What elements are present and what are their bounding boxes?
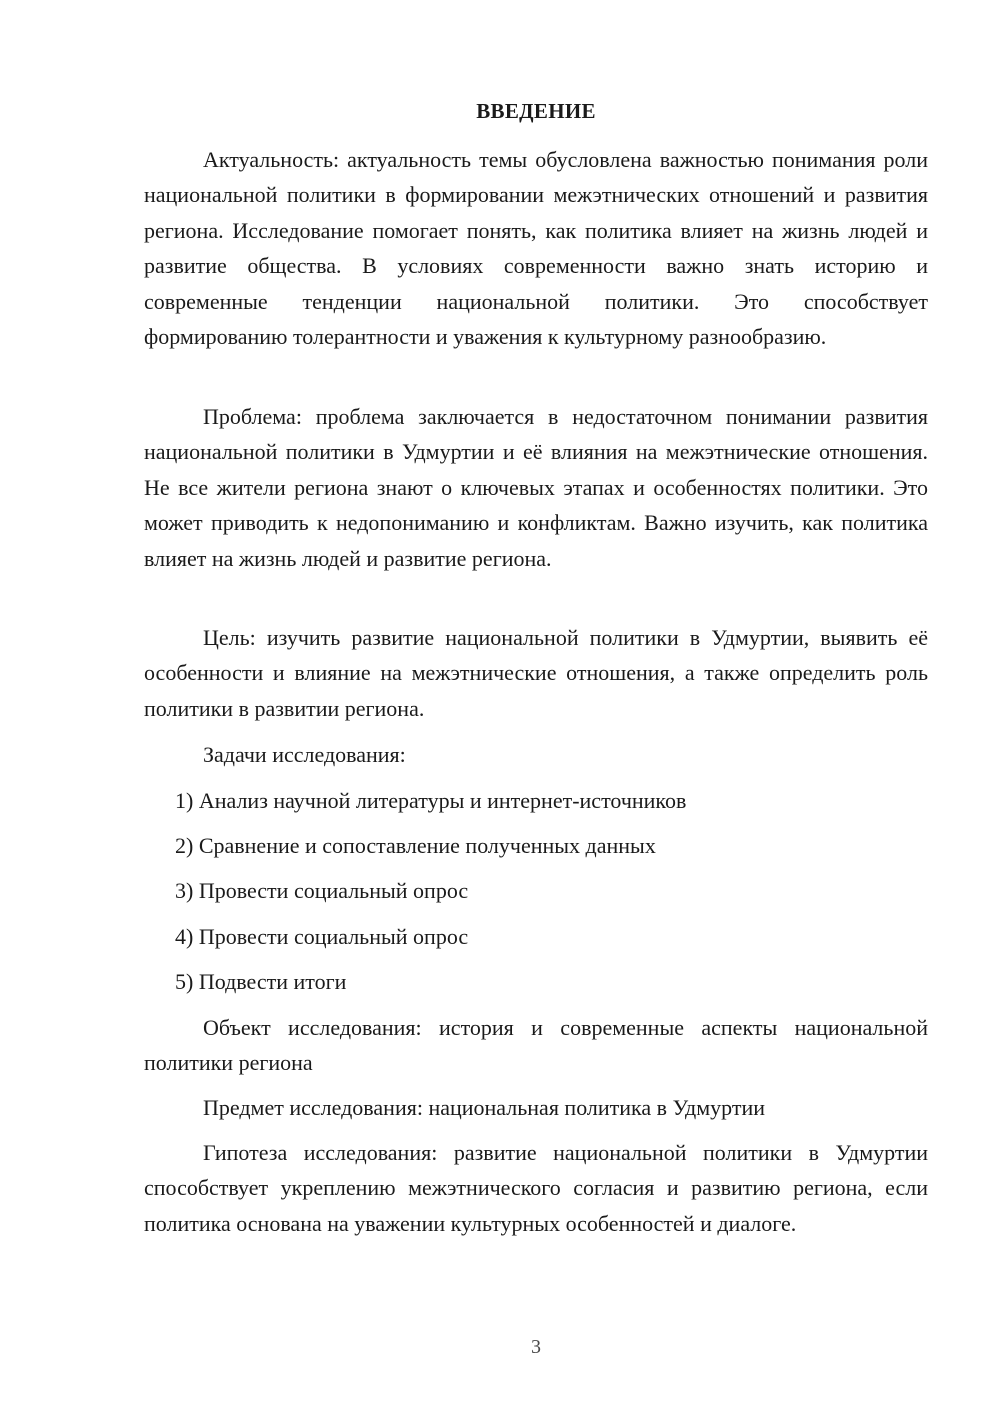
page-number: 3 (531, 1336, 541, 1358)
relevance-paragraph: Актуальность: актуальность темы обусловлена важностью понимания роли национальной политики в формировании межэтнических отношений и развития региона. Исследование помогает понять, как политика влияет на жизнь людей и развитие общества. В условиях современности важно знать историю и современные тенденции национальной политики. Это способствует формированию толерантности и уважения к культурному разнообразию. (144, 147, 928, 350)
goal-paragraph: Цель: изучить развитие национальной политики в Удмуртии, выявить её особенности и влияние на межэтнические отношения, а также определить роль политики в развитии региона. (144, 625, 928, 721)
task-item: 3) Провести социальный опрос (175, 878, 469, 903)
task-item: 1) Анализ научной литературы и интернет-источников (175, 788, 687, 813)
problem-paragraph: Проблема: проблема заключается в недостаточном понимании развития национальной политики в Удмуртии и её влияния на межэтнические отношения. Не все жители региона знают о ключевых этапах и особенностях политики. Это может приводить к недопониманию и конфликтам. Важно изучить, как политика влияет на жизнь людей и развитие региона. (144, 404, 928, 571)
task-item: 4) Провести социальный опрос (175, 924, 469, 949)
tasks-heading: Задачи исследования: (203, 742, 406, 767)
hypothesis-paragraph: Гипотеза исследования: развитие национальной политики в Удмуртии способствует укреплению межэтнического согласия и развитию региона, если политика основана на уважении культурных особенностей и диалоге. (144, 1140, 928, 1236)
task-item: 5) Подвести итоги (175, 969, 347, 994)
section-title: ВВЕДЕНИЕ (476, 99, 596, 123)
object-paragraph: Объект исследования: история и современные аспекты национальной политики региона (144, 1015, 928, 1076)
subject-paragraph: Предмет исследования: национальная политика в Удмуртии (203, 1095, 766, 1120)
task-item: 2) Сравнение и сопоставление полученных данных (175, 833, 656, 858)
